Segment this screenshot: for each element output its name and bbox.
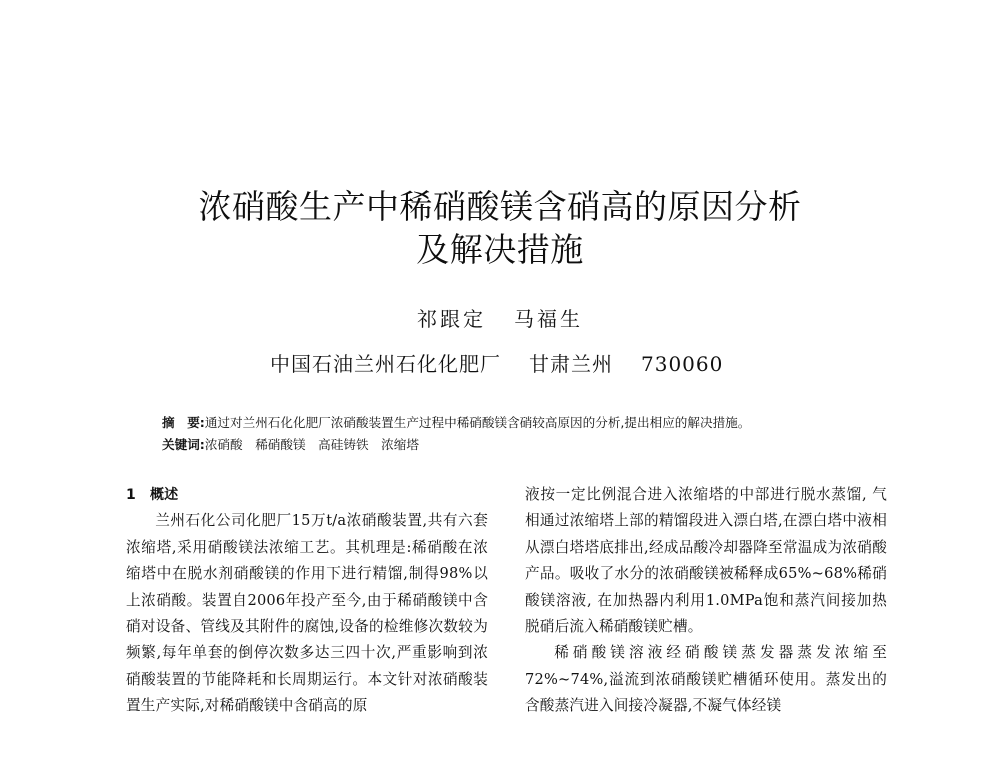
abstract — [162, 412, 882, 434]
affiliation-org: 中国石油兰州石化化肥厂 — [270, 352, 501, 376]
author-name: 马福生 — [514, 307, 583, 331]
body-paragraph: 兰州石化公司化肥厂15万t/a浓硝酸装置,共有六套浓缩塔,采用硝酸镁法浓缩工艺。其机理是:稀硝酸在浓缩塔中在脱水剂硝酸镁的作用下进行精馏,制得98%以上浓硝酸。装置自2006年投产至今,由于稀硝酸镁中含硝对设备、管线及其附件的腐蚀,设备的检维修次数较为频繁,每年单套的倒停次数多达三四十次,严重影响到浓硝酸装置的节能降耗和长周期运行。本文针对浓硝酸装置生产实际,对稀硝酸镁中含硝高的原 — [126, 512, 488, 715]
left-column — [126, 482, 488, 720]
section-title: 概述 — [149, 487, 179, 503]
abstract-text: 通过对兰州石化化肥厂浓硝酸装置生产过程中稀硝酸镁含硝较高原因的分析,提出相应的解决措施。 — [204, 415, 751, 430]
keywords-label: 关键词: — [162, 437, 205, 452]
abstract-label: 摘 要: — [162, 415, 205, 430]
affiliation — [270, 348, 723, 377]
keywords-text: 浓硝酸 稀硝酸镁 高硅铸铁 浓缩塔 — [204, 437, 419, 452]
title-line-1: 浓硝酸生产中稀硝酸镁含硝高的原因分析 — [198, 187, 802, 226]
right-column — [525, 482, 887, 720]
section-number: 1 — [126, 487, 136, 503]
body-paragraph: 液按一定比例混合进入浓缩塔的中部进行脱水蒸馏, 气相通过浓缩塔上部的精馏段进入漂白塔,在漂白塔中液相从漂白塔塔底排出,经成品酸冷却器降至常温成为浓硝酸产品。吸收了水分的浓硝酸镁被稀释成65%~68%稀硝酸镁溶液, 在加热器内利用1.0MPa饱和蒸汽间接加热脱硝后流入稀硝酸镁贮槽。 — [525, 486, 887, 636]
affiliation-city: 甘肃兰州 — [529, 352, 613, 376]
section-heading — [126, 482, 488, 508]
affiliation-postcode: 730060 — [641, 352, 724, 376]
keywords — [162, 434, 882, 456]
author-name: 祁跟定 — [417, 307, 486, 331]
author-list — [0, 303, 1000, 332]
body-paragraph: 稀硝酸镁溶液经硝酸镁蒸发器蒸发浓缩至72%~74%,溢流到浓硝酸镁贮槽循环使用。蒸发出的含酸蒸汽进入间接冷凝器,不凝气体经镁 — [525, 644, 887, 715]
abstract-block — [162, 412, 882, 456]
title-line-2: 及解决措施 — [416, 230, 584, 269]
